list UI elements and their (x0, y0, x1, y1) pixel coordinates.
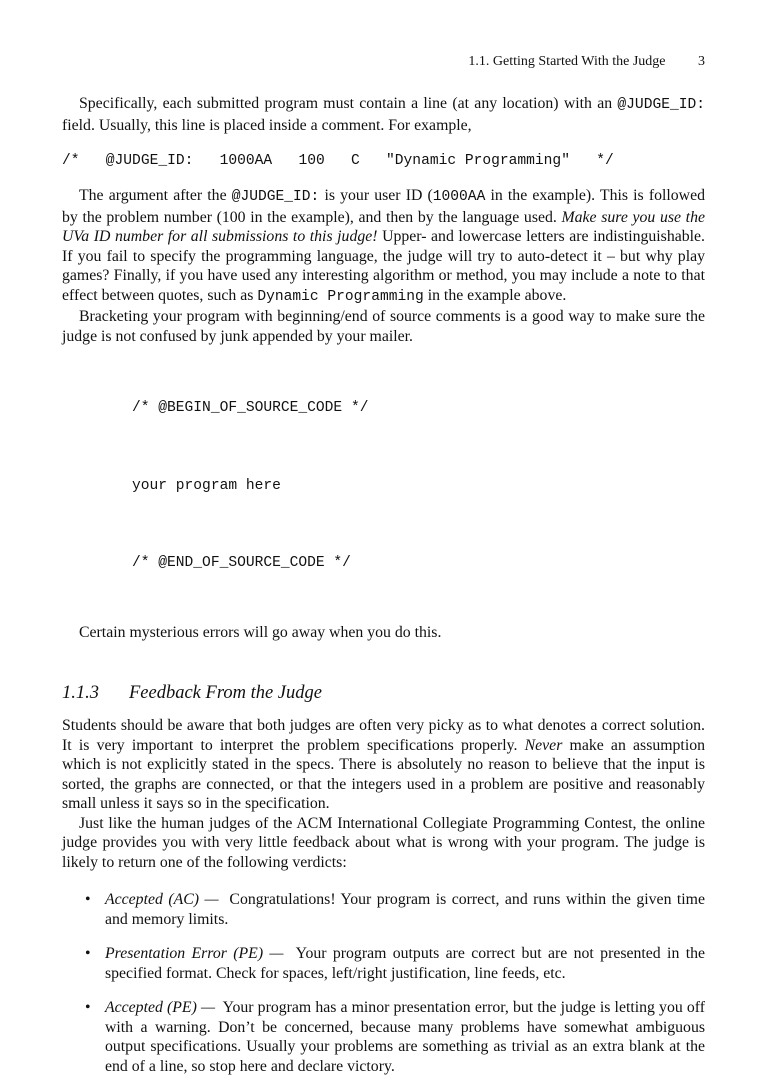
text-run: Students should be aware that both judges are often very picky as to what denotes a correct solution. It is very important to interpret the problem specifications properly. (62, 717, 705, 754)
running-head (62, 52, 705, 72)
running-head-section: 1.1. Getting Started With the Judge (468, 54, 666, 69)
code-line-program: your program here (132, 477, 281, 494)
text-run: The argument after the (79, 187, 232, 204)
inline-code: @JUDGE_ID: (231, 189, 320, 205)
emphasis-text: Never (524, 736, 563, 754)
bullet-icon: • (85, 891, 91, 908)
paragraph-mysterious-errors: Certain mysterious errors will go away when you do this. (79, 623, 442, 641)
verdict-list (62, 890, 705, 1076)
section-title: Feedback From the Judge (129, 683, 322, 703)
text-run: make an assumption which is not explicitly stated in the specs. There is absolutely no reason to believe that the input is sorted, the graphs are connected, or that the integers used in a problem are positive and reasonably small unless it says so in the specification. (62, 736, 705, 812)
inline-code: @JUDGE_ID: (617, 97, 705, 113)
code-line-end: /* @END_OF_SOURCE_CODE */ (132, 555, 351, 571)
bullet-icon: • (85, 999, 91, 1016)
paragraph-bracketing: Bracketing your program with beginning/end of source comments is a good way to make sure the judge is not confused by junk appended by your mailer. (62, 308, 705, 345)
paragraph-picky-judges (62, 716, 705, 814)
verdict-term: Accepted (AC) — (105, 891, 219, 908)
code-block-source-markers (62, 360, 705, 613)
verdict-description: Your program outputs are correct but are not presented in the specified format. Check for spaces, left/right justification, line feeds, etc. (105, 945, 706, 982)
paragraph-argument-explanation (62, 186, 705, 307)
paragraph-feedback: Just like the human judges of the ACM International Collegiate Programming Contest, the online judge provides you with very little feedback about what is wrong with your program. The judge is likely to return one of the following verdicts: (62, 814, 705, 871)
verdict-term: Accepted (PE) — (105, 999, 215, 1016)
document-page (62, 52, 705, 1091)
page-number: 3 (698, 54, 705, 69)
section-number: 1.1.3 (62, 683, 99, 703)
text-run: Specifically, each submitted program must contain a line (at any location) with an (79, 95, 618, 112)
inline-code: 1000AA (432, 189, 486, 205)
text-run: in the example above. (423, 286, 567, 304)
section-heading (62, 684, 705, 706)
list-item (62, 890, 705, 929)
bullet-icon: • (85, 945, 91, 962)
text-run: in the example). This is followed by the problem number (100 in the example), and then by the language used. (62, 187, 705, 226)
emphasis-text: Make sure you use the UVa ID number for all submissions to this judge! (62, 208, 705, 245)
verdict-term: Presentation Error (PE) — (105, 945, 284, 962)
verdict-description: Congratulations! Your program is correct, and runs within the given time and memory limits. (105, 891, 705, 928)
text-run: is your user ID ( (319, 187, 433, 204)
inline-code: Dynamic Programming (257, 288, 424, 305)
code-example-line: /* @JUDGE_ID: 1000AA 100 C "Dynamic Programming" */ (62, 153, 614, 169)
text-run: field. Usually, this line is placed inside a comment. For example, (62, 116, 472, 134)
code-line-begin: /* @BEGIN_OF_SOURCE_CODE */ (132, 400, 369, 416)
list-item (62, 944, 705, 983)
paragraph-judge-id-intro (62, 94, 705, 135)
list-item (62, 998, 705, 1076)
verdict-description: Your program has a minor presentation error, but the judge is letting you off with a warning. Don’t be concerned, because many problems have somewhat ambiguous output specifications. Usually your problems are something as trivial as an extra blank at the end of a line, so stop here and declare victory. (105, 999, 706, 1075)
text-run: Upper- and lowercase letters are indistinguishable. If you fail to specify the programming language, the judge will try to auto-detect it – but why play games? Finally, if you have used any interesting algorithm or method, you may include a note to that effect between quotes, such as (62, 228, 705, 304)
